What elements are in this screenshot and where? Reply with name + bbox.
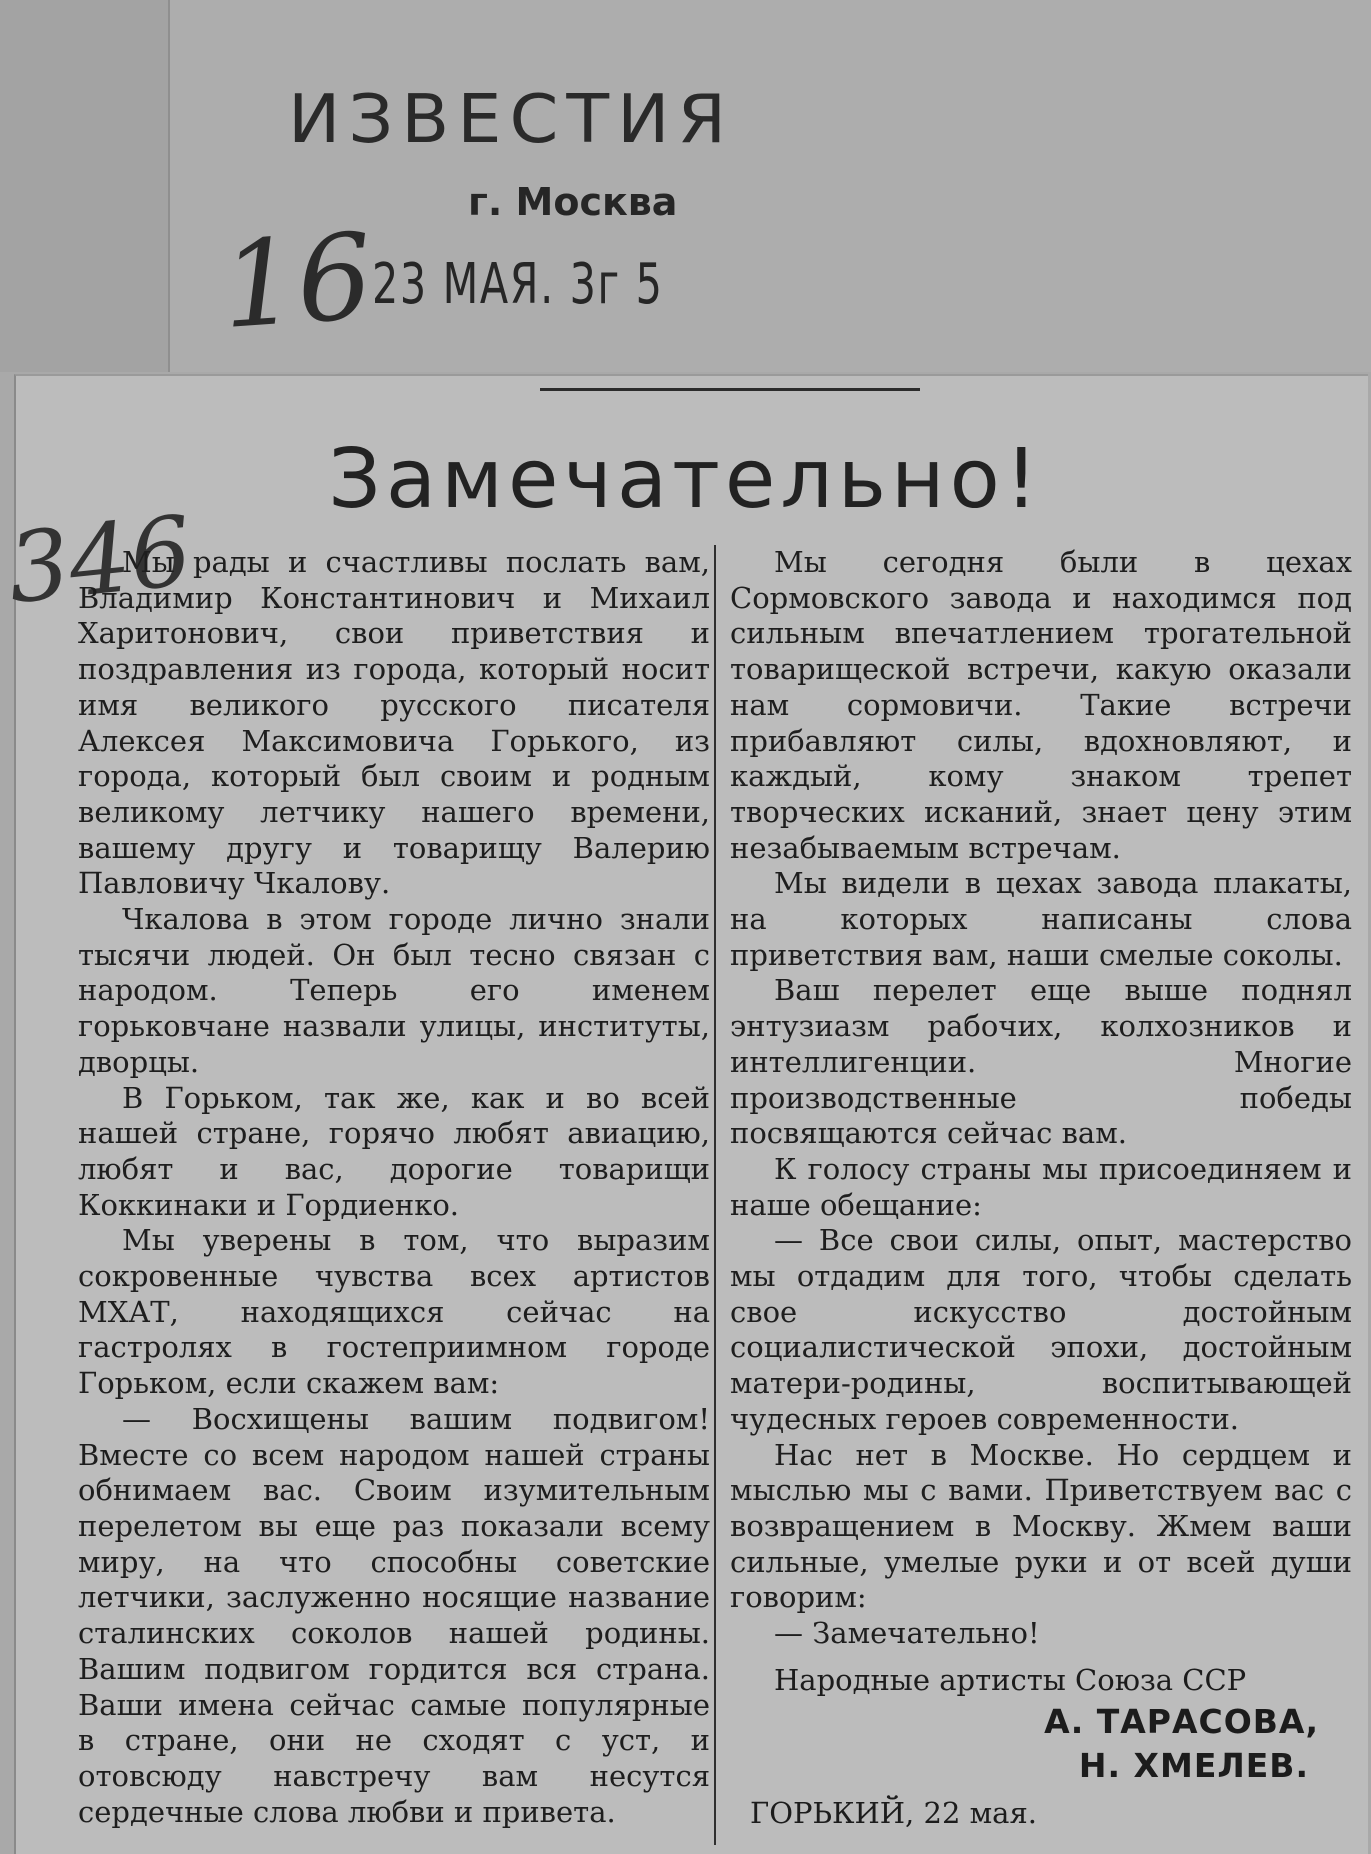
top-rule bbox=[540, 388, 920, 391]
date-stamp: 23 МАЯ. 3г 5 bbox=[372, 252, 664, 317]
paragraph: Мы рады и счастливы послать вам, Владимир Константинович и Михаил Харитонович, свои приветствия и поздравления из города, который носит имя великого русского писателя Алексея Максимовича Горького, из города, который был своим и родным великому летчику нашего времени, вашему другу и товарищу Валерию Павловичу Чкалову. bbox=[78, 545, 710, 901]
paragraph: — Все свои силы, опыт, мастерство мы отдадим для того, чтобы сделать свое искусство достойным социалистической эпохи, достойным матери-родины, воспитывающей чудесных героев современности. bbox=[730, 1223, 1352, 1436]
handwritten-margin-mark: 346 bbox=[2, 494, 197, 626]
paragraph: Мы уверены в том, что выразим сокровенные чувства всех артистов МХАТ, находящихся сейчас на гастролях в гостеприимном городе Горьком, если скажем вам: bbox=[78, 1223, 710, 1401]
paragraph: Мы видели в цехах завода плакаты, на которых написаны слова приветствия вам, наши смелые соколы. bbox=[730, 866, 1352, 972]
article-right-column bbox=[730, 545, 1352, 1652]
newspaper-title: ИЗВЕСТИЯ bbox=[288, 80, 735, 158]
paragraph: В Горьком, так же, как и во всей нашей стране, горячо любят авиацию, любят и вас, дорогие товарищи Коккинаки и Гордиенко. bbox=[78, 1080, 710, 1222]
column-divider bbox=[714, 545, 716, 1845]
paragraph: Нас нет в Москве. Но сердцем и мыслью мы с вами. Приветствуем вас с возвращением в Москву. Жмем ваши сильные, умелые руки и от всей души говорим: bbox=[730, 1437, 1352, 1615]
signature-intro: Народные артисты Союза ССР bbox=[774, 1663, 1247, 1697]
paragraph: Чкалова в этом городе лично знали тысячи людей. Он был тесно связан с народом. Теперь его именем горьковчане назвали улицы, институты, дворцы. bbox=[78, 902, 710, 1079]
paragraph: Мы сегодня были в цехах Сормовского завода и находимся под сильным впечатлением трогательной товарищеской встречи, какую оказали нам сормовичи. Такие встречи прибавляют силы, вдохновляют, и каждый, кому знаком трепет творческих исканий, знает цену этим незабываемым встречам. bbox=[730, 545, 1352, 865]
newspaper-city: г. Москва bbox=[468, 180, 678, 224]
paragraph: — Замечательно! bbox=[774, 1616, 1040, 1651]
archive-folder-edge bbox=[0, 0, 170, 372]
article-left-column bbox=[78, 545, 710, 1830]
archive-stamp-area bbox=[0, 0, 1371, 372]
paragraph: — Восхищены вашим подвигом! Вместе со всем народом нашей страны обнимаем вас. Своим изумительным перелетом вы еще раз показали всему миру, на что способны советские летчики, заслуженно носящие название сталинских соколов нашей родины. Вашим подвигом гордится вся страна. Ваши имена сейчас самые популярные в стране, они не сходят с уст, и отовсюду навстречу вам несутся сердечные слова любви и привета. bbox=[78, 1401, 710, 1829]
paragraph: К голосу страны мы присоединяем и наше обещание: bbox=[730, 1151, 1352, 1222]
article-headline: Замечательно! bbox=[328, 432, 1043, 527]
signer-name: Н. ХМЕЛЕВ. bbox=[1078, 1746, 1309, 1785]
article-dateline: ГОРЬКИЙ, 22 мая. bbox=[750, 1796, 1037, 1830]
handwritten-number: 16 bbox=[217, 206, 377, 356]
signer-name: А. ТАРАСОВА, bbox=[1044, 1702, 1319, 1741]
paragraph: Ваш перелет еще выше поднял энтузиазм рабочих, колхозников и интеллигенции. Многие производственные победы посвящаются сейчас вам. bbox=[730, 973, 1352, 1151]
